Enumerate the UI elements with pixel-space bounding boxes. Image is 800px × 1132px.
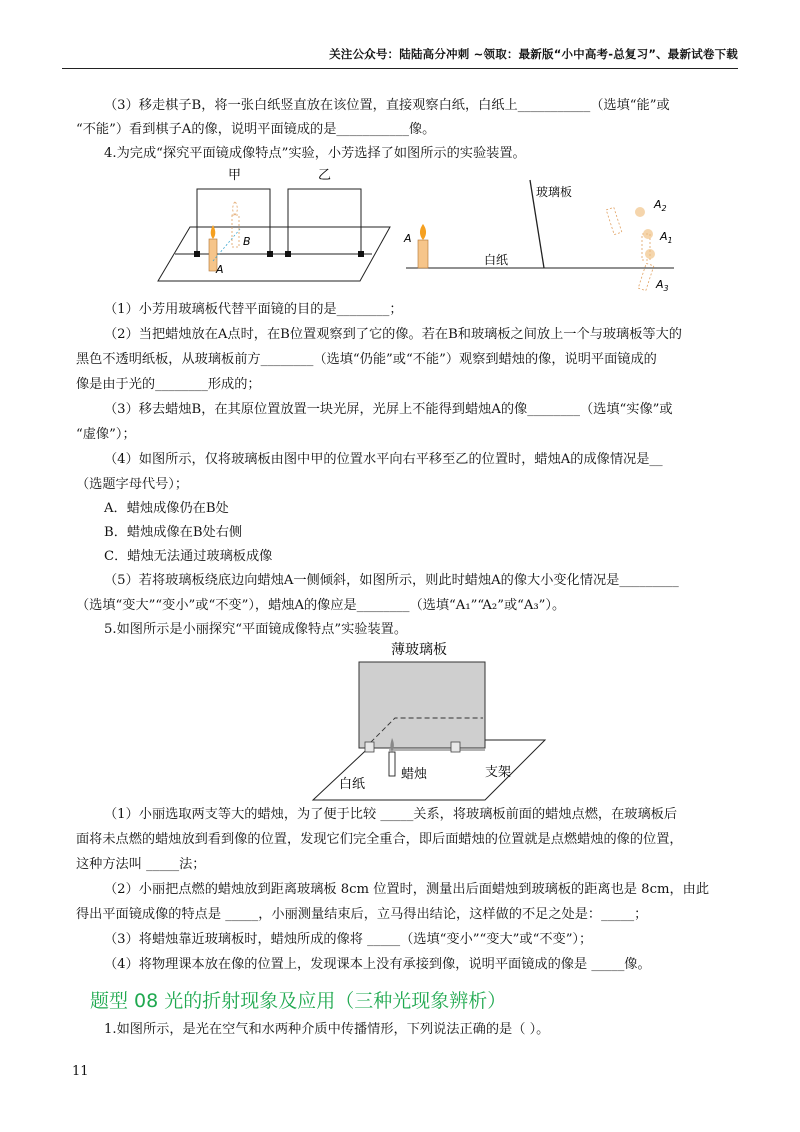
- fig2-label-a1-sub: 1: [667, 236, 673, 245]
- q5-part4: （4）将物理课本放在像的位置上，发现课本上没有承接到像，说明平面镜成的像是 _____像。: [104, 957, 651, 972]
- svg-text:A1: [659, 230, 673, 245]
- fig3-label-title: 薄玻璃板: [391, 642, 447, 658]
- q4-part2-line1: （2）当把蜡烛放在A点时，在B位置观察到了它的像。若在B和玻璃板之间放上一个与玻璃板等大的: [104, 327, 682, 342]
- q4-part5-line2: （选填“变大”“变小”或“不变”），蜡烛A的像应是________（选填“A₁”“A₂”或“A₃”）。: [76, 598, 566, 613]
- q5-figure: [305, 636, 555, 804]
- q5-part3: （3）将蜡烛靠近玻璃板时，蜡烛所成的像将 _____（选填“变小”“变大”或“不变”）；: [104, 932, 593, 947]
- q5-part1-line1: （1）小丽选取两支等大的蜡烛，为了便于比较 _____关系，将玻璃板前面的蜡烛点燃，在玻璃板后: [104, 807, 678, 822]
- fig1-label-a: A: [216, 263, 224, 276]
- fig2-label-a: A: [404, 232, 412, 245]
- fig3-label-stand: 支架: [485, 765, 512, 780]
- page-header: 关注公众号：陆陆高分冲刺 ~领取：最新版“小中高考-总复习”、最新试卷下载: [329, 47, 738, 61]
- fig2-label-a3-sub: 3: [663, 284, 669, 293]
- q5-stem: 5.如图所示是小丽探究“平面镜成像特点”实验装置。: [104, 622, 408, 637]
- prev-q3-line1: （3）移走棋子B，将一张白纸竖直放在该位置，直接观察白纸，白纸上___________（选填“能”或: [104, 98, 670, 113]
- q4-figure-side: [398, 172, 688, 300]
- q4-part3-line1: （3）移去蜡烛B，在其原位置放置一块光屏，光屏上不能得到蜡烛A的像________（选填“实像”或: [104, 402, 673, 417]
- fig2-label-a2-sub: 2: [661, 204, 667, 213]
- svg-text:A3: [655, 278, 669, 293]
- q4-option-b: B．蜡烛成像在B处右侧: [104, 525, 243, 540]
- fig3-label-candle: 蜡烛: [401, 767, 428, 782]
- fig2-label-a1: A: [660, 230, 668, 243]
- fig2-label-a2: A: [654, 198, 662, 211]
- fig1-label-jia: 甲: [228, 168, 242, 183]
- q5-part1-line2: 面将未点燃的蜡烛放到看到像的位置，发现它们完全重合，即后面蜡烛的位置就是点燃蜡烛的像的位置，: [76, 832, 683, 847]
- svg-text:A2: [653, 198, 667, 213]
- fig1-label-yi: 乙: [318, 168, 332, 183]
- q4-option-a: A．蜡烛成像仍在B处: [104, 501, 229, 516]
- q4-part4-line1: （4）如图所示，仅将玻璃板由图中甲的位置水平向右平移至乙的位置时，蜡烛A的成像情况是__: [104, 452, 663, 467]
- header-rule: [62, 68, 738, 69]
- fig2-label-a3: A: [656, 278, 664, 291]
- fig3-label-paper: 白纸: [339, 777, 366, 792]
- q4-part2-line3: 像是由于光的________形成的；: [76, 377, 261, 392]
- page-number: 11: [72, 1064, 89, 1079]
- q5-part2-line1: （2）小丽把点燃的蜡烛放到距离玻璃板 8cm 位置时，测量出后面蜡烛到玻璃板的距离也是 8cm，由此: [104, 882, 710, 897]
- q4-stem: 4.为完成“探究平面镜成像特点”实验，小芳选择了如图所示的实验装置。: [104, 146, 526, 161]
- q4-figure-plan: [150, 165, 400, 285]
- q4-option-c: C．蜡烛无法通过玻璃板成像: [104, 549, 273, 564]
- q4-part1: （1）小芳用玻璃板代替平面镜的目的是________；: [104, 302, 403, 317]
- q5-part2-line2: 得出平面镜成像的特点是 _____，小丽测量结束后，立马得出结论，这样做的不足之处是：_____；: [76, 907, 648, 922]
- fig1-label-b: B: [243, 235, 251, 248]
- section-heading: 题型 08 光的折射现象及应用（三种光现象辨析）: [90, 990, 507, 1012]
- q4-part5-line1: （5）若将玻璃板绕底边向蜡烛A一侧倾斜，如图所示，则此时蜡烛A的像大小变化情况是_________: [104, 573, 679, 588]
- q5-part1-line3: 这种方法叫 _____法；: [76, 857, 206, 872]
- fig2-label-boli: 玻璃板: [536, 185, 573, 199]
- next-question-stem: 1.如图所示，是光在空气和水两种介质中传播情形，下列说法正确的是（ ）。: [104, 1022, 550, 1037]
- q4-part3-line2: “虚像”）；: [76, 427, 136, 442]
- prev-q3-line2: “不能”）看到棋子A的像，说明平面镜成的是___________像。: [76, 122, 436, 137]
- q4-part4-line2: （选题字母代号）；: [76, 477, 189, 492]
- fig2-label-baizhi: 白纸: [484, 253, 509, 267]
- q4-part2-line2: 黑色不透明纸板，从玻璃板前方________（选填“仍能”或“不能”）观察到蜡烛的像，说明平面镜成的: [76, 352, 657, 367]
